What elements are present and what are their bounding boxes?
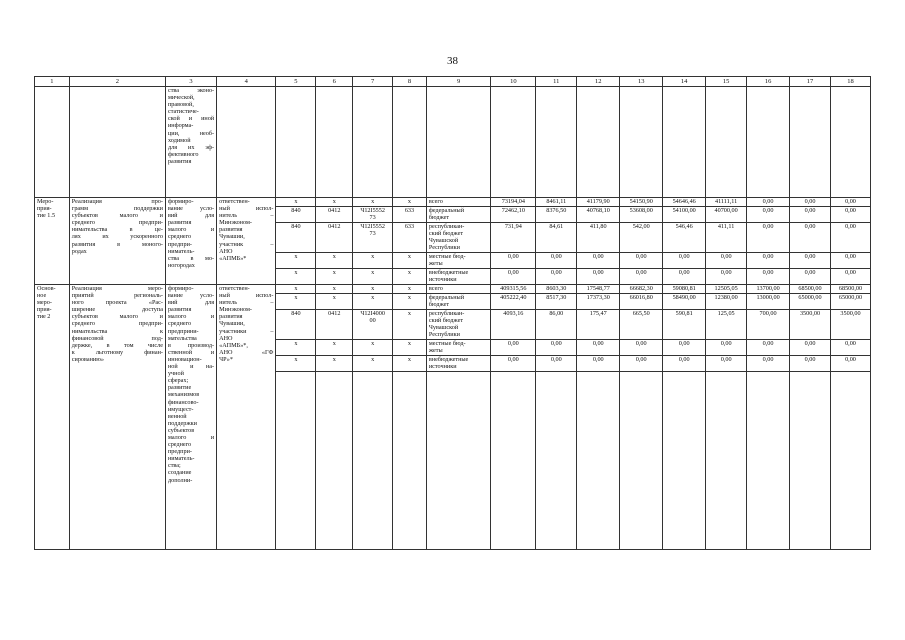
column-number: 5 <box>276 77 316 87</box>
amount-cell: 68500,00 <box>790 285 831 294</box>
amount-cell: 0,00 <box>620 340 663 356</box>
table-cell <box>536 372 577 550</box>
amount-cell: 546,46 <box>663 223 706 253</box>
amount-cell: 700,00 <box>747 310 790 340</box>
amount-cell: 0,00 <box>830 223 870 253</box>
budget-code: x <box>316 269 353 285</box>
amount-cell: 411,11 <box>706 223 747 253</box>
amount-cell: 40768,10 <box>577 207 620 223</box>
column-number: 17 <box>790 77 831 87</box>
amount-cell: 0,00 <box>620 269 663 285</box>
funding-source: всего <box>426 285 490 294</box>
budget-code: x <box>353 198 393 207</box>
amount-cell: 13700,00 <box>747 285 790 294</box>
amount-cell: 0,00 <box>790 198 831 207</box>
amount-cell: 65000,00 <box>830 294 870 310</box>
table-cell <box>491 87 536 198</box>
amount-cell: 68500,00 <box>830 285 870 294</box>
column-header-row <box>35 77 871 87</box>
table-cell <box>790 87 831 198</box>
funding-source: внебюджетные источники <box>426 269 490 285</box>
amount-cell: 0,00 <box>830 253 870 269</box>
amount-cell: 0,00 <box>663 269 706 285</box>
page-number: 38 <box>447 55 458 67</box>
budget-code: Ч12I4000 00 <box>353 310 393 340</box>
table-cell <box>790 372 831 550</box>
table-row <box>35 285 871 294</box>
table-cell <box>706 87 747 198</box>
amount-cell: 0,00 <box>491 340 536 356</box>
amount-cell: 3500,00 <box>790 310 831 340</box>
table-cell <box>217 87 276 198</box>
amount-cell: 17373,30 <box>577 294 620 310</box>
column-number: 6 <box>316 77 353 87</box>
table-cell <box>69 87 165 198</box>
table-cell <box>830 87 870 198</box>
amount-cell: 175,47 <box>577 310 620 340</box>
funding-source: местные бюд- жеты <box>426 340 490 356</box>
budget-code: 633 <box>393 207 427 223</box>
amount-cell: 8376,50 <box>536 207 577 223</box>
amount-cell: 0,00 <box>706 253 747 269</box>
amount-cell: 54100,00 <box>663 207 706 223</box>
budget-code: 840 <box>276 310 316 340</box>
amount-cell: 41179,90 <box>577 198 620 207</box>
continuation-row <box>35 87 871 198</box>
budget-code: x <box>276 356 316 372</box>
amount-cell: 54646,46 <box>663 198 706 207</box>
table-cell <box>830 372 870 550</box>
table-cell <box>276 372 316 550</box>
responsible-executor: ответствен- ный испол- нитель – Минэконом- развития Чувашии, участники – АНО «АПМБ»*, АНО «ГФ ЧР»* <box>217 285 276 550</box>
column-number: 12 <box>577 77 620 87</box>
amount-cell: 58490,00 <box>663 294 706 310</box>
amount-cell: 0,00 <box>747 356 790 372</box>
budget-code: x <box>353 356 393 372</box>
amount-cell: 0,00 <box>790 356 831 372</box>
budget-code: x <box>316 356 353 372</box>
budget-code: x <box>276 340 316 356</box>
table-cell <box>426 87 490 198</box>
budget-code: x <box>276 285 316 294</box>
amount-cell: 411,80 <box>577 223 620 253</box>
amount-cell: 0,00 <box>663 356 706 372</box>
amount-cell: 0,00 <box>830 340 870 356</box>
budget-code: x <box>393 356 427 372</box>
amount-cell: 72462,10 <box>491 207 536 223</box>
amount-cell: 405222,40 <box>491 294 536 310</box>
table-cell <box>491 372 536 550</box>
amount-cell: 59080,81 <box>663 285 706 294</box>
budget-code: x <box>393 198 427 207</box>
amount-cell: 0,00 <box>536 340 577 356</box>
table-cell <box>747 87 790 198</box>
amount-cell: 0,00 <box>491 356 536 372</box>
column-number: 18 <box>830 77 870 87</box>
budget-code: x <box>276 253 316 269</box>
amount-cell: 17548,77 <box>577 285 620 294</box>
amount-cell: 8461,11 <box>536 198 577 207</box>
budget-code: x <box>353 294 393 310</box>
column-number: 9 <box>426 77 490 87</box>
funding-source: местные бюд- жеты <box>426 253 490 269</box>
amount-cell: 0,00 <box>747 340 790 356</box>
amount-cell: 84,61 <box>536 223 577 253</box>
amount-cell: 0,00 <box>830 207 870 223</box>
amount-cell: 0,00 <box>491 253 536 269</box>
amount-cell: 665,50 <box>620 310 663 340</box>
budget-code: 840 <box>276 223 316 253</box>
table-cell <box>393 372 427 550</box>
budget-code: x <box>393 294 427 310</box>
budget-code: Ч12I5552 73 <box>353 207 393 223</box>
activity-goal: формиро- вание усло- вий для развития малого и среднего предприни- мательства в производ- ственной и инновацион- ной и на- учной сферах; развитие механизмов финансово- имущест- венной поддержки субъектов малого и среднего предпри- ниматель- ства; создание дополни- <box>165 285 216 550</box>
column-number: 14 <box>663 77 706 87</box>
funding-source: республикан- ский бюджет Чувашской Республики <box>426 223 490 253</box>
budget-code: 633 <box>393 223 427 253</box>
table-row <box>35 198 871 207</box>
amount-cell: 41111,11 <box>706 198 747 207</box>
amount-cell: 0,00 <box>706 269 747 285</box>
amount-cell: 54150,90 <box>620 198 663 207</box>
table-cell <box>706 372 747 550</box>
funding-source: федеральный бюджет <box>426 207 490 223</box>
budget-table <box>34 76 871 550</box>
amount-cell: 0,00 <box>830 269 870 285</box>
budget-code: x <box>393 269 427 285</box>
budget-code: x <box>353 340 393 356</box>
amount-cell: 0,00 <box>577 253 620 269</box>
amount-cell: 0,00 <box>747 223 790 253</box>
amount-cell: 66016,80 <box>620 294 663 310</box>
table-cell <box>536 87 577 198</box>
amount-cell: 0,00 <box>747 269 790 285</box>
table-cell <box>316 87 353 198</box>
amount-cell: 0,00 <box>790 340 831 356</box>
amount-cell: 0,00 <box>747 207 790 223</box>
amount-cell: 0,00 <box>790 223 831 253</box>
column-number: 3 <box>165 77 216 87</box>
amount-cell: 73194,04 <box>491 198 536 207</box>
table-cell <box>663 372 706 550</box>
amount-cell: 8517,30 <box>536 294 577 310</box>
activity-id: Меро- прия- тие 1.5 <box>35 198 70 285</box>
amount-cell: 0,00 <box>830 198 870 207</box>
budget-code: x <box>316 285 353 294</box>
amount-cell: 12380,00 <box>706 294 747 310</box>
budget-code: Ч12I5552 73 <box>353 223 393 253</box>
funding-source: федеральный бюджет <box>426 294 490 310</box>
amount-cell: 0,00 <box>830 356 870 372</box>
budget-code: x <box>316 198 353 207</box>
table-cell <box>353 372 393 550</box>
amount-cell: 0,00 <box>577 269 620 285</box>
amount-cell: 12505,05 <box>706 285 747 294</box>
column-number: 11 <box>536 77 577 87</box>
amount-cell: 590,81 <box>663 310 706 340</box>
amount-cell: 0,00 <box>536 253 577 269</box>
amount-cell: 0,00 <box>536 269 577 285</box>
budget-code: 0412 <box>316 310 353 340</box>
budget-code: x <box>353 253 393 269</box>
amount-cell: 8603,30 <box>536 285 577 294</box>
activity-goal: формиро- вание усло- вий для развития малого и среднего предпри- ниматель- ства в мо- ногородах <box>165 198 216 285</box>
table-cell <box>620 87 663 198</box>
column-number: 13 <box>620 77 663 87</box>
amount-cell: 53608,00 <box>620 207 663 223</box>
table-cell <box>426 372 490 550</box>
table-cell <box>316 372 353 550</box>
amount-cell: 65000,00 <box>790 294 831 310</box>
budget-code: x <box>316 253 353 269</box>
table-cell <box>747 372 790 550</box>
activity-name: Реализация про- грамм поддержки субъектов малого и среднего предпри- нимательства в це- лях их ускоренного развития в моного- родах <box>69 198 165 285</box>
table-cell <box>353 87 393 198</box>
column-number: 7 <box>353 77 393 87</box>
amount-cell: 40700,00 <box>706 207 747 223</box>
amount-cell: 4093,16 <box>491 310 536 340</box>
amount-cell: 0,00 <box>577 356 620 372</box>
amount-cell: 0,00 <box>620 253 663 269</box>
budget-code: x <box>393 285 427 294</box>
budget-code: x <box>316 340 353 356</box>
budget-code: 0412 <box>316 223 353 253</box>
funding-source: внебюджетные источники <box>426 356 490 372</box>
budget-code: x <box>353 285 393 294</box>
amount-cell: 0,00 <box>706 340 747 356</box>
amount-cell: 0,00 <box>620 356 663 372</box>
table-cell <box>276 87 316 198</box>
activity-id: Основ- ное меро- прия- тие 2 <box>35 285 70 550</box>
budget-code: x <box>393 310 427 340</box>
amount-cell: 731,94 <box>491 223 536 253</box>
amount-cell: 3500,00 <box>830 310 870 340</box>
budget-code: x <box>276 269 316 285</box>
amount-cell: 13000,00 <box>747 294 790 310</box>
funding-source: республикан- ский бюджет Чувашской Республики <box>426 310 490 340</box>
column-number: 8 <box>393 77 427 87</box>
budget-code: 0412 <box>316 207 353 223</box>
amount-cell: 409315,56 <box>491 285 536 294</box>
column-number: 1 <box>35 77 70 87</box>
column-number: 2 <box>69 77 165 87</box>
activity-name: Реализация меро- приятий региональ- ного проекта «Рас- ширение доступа субъектов малого и среднего предпри- нимательства к финансовой под- держке, в том числе к льготному финан- сированию» <box>69 285 165 550</box>
table-cell <box>577 372 620 550</box>
budget-code: x <box>393 253 427 269</box>
table-cell <box>577 87 620 198</box>
amount-cell: 0,00 <box>536 356 577 372</box>
budget-code: x <box>276 294 316 310</box>
amount-cell: 0,00 <box>747 198 790 207</box>
amount-cell: 0,00 <box>491 269 536 285</box>
budget-code: x <box>353 269 393 285</box>
amount-cell: 0,00 <box>790 253 831 269</box>
column-number: 10 <box>491 77 536 87</box>
budget-code: x <box>276 198 316 207</box>
column-number: 4 <box>217 77 276 87</box>
budget-code: x <box>316 294 353 310</box>
column-number: 16 <box>747 77 790 87</box>
amount-cell: 66682,30 <box>620 285 663 294</box>
amount-cell: 0,00 <box>577 340 620 356</box>
amount-cell: 542,00 <box>620 223 663 253</box>
amount-cell: 0,00 <box>706 356 747 372</box>
table-cell <box>663 87 706 198</box>
table-cell <box>393 87 427 198</box>
amount-cell: 0,00 <box>747 253 790 269</box>
table-cell <box>35 87 70 198</box>
budget-code: 840 <box>276 207 316 223</box>
amount-cell: 0,00 <box>790 207 831 223</box>
responsible-executor: ответствен- ный испол- нитель – Минэконом- развития Чувашии, участник – АНО «АПМБ»* <box>217 198 276 285</box>
column-number: 15 <box>706 77 747 87</box>
amount-cell: 125,05 <box>706 310 747 340</box>
amount-cell: 0,00 <box>790 269 831 285</box>
goal-text: ства эконо- мической, правовой, статистиче- ской и иной информа- ции, необ- ходимой для их эф- фективного развития <box>165 87 216 198</box>
amount-cell: 86,00 <box>536 310 577 340</box>
amount-cell: 0,00 <box>663 340 706 356</box>
budget-code: x <box>393 340 427 356</box>
amount-cell: 0,00 <box>663 253 706 269</box>
funding-source: всего <box>426 198 490 207</box>
table-cell <box>620 372 663 550</box>
